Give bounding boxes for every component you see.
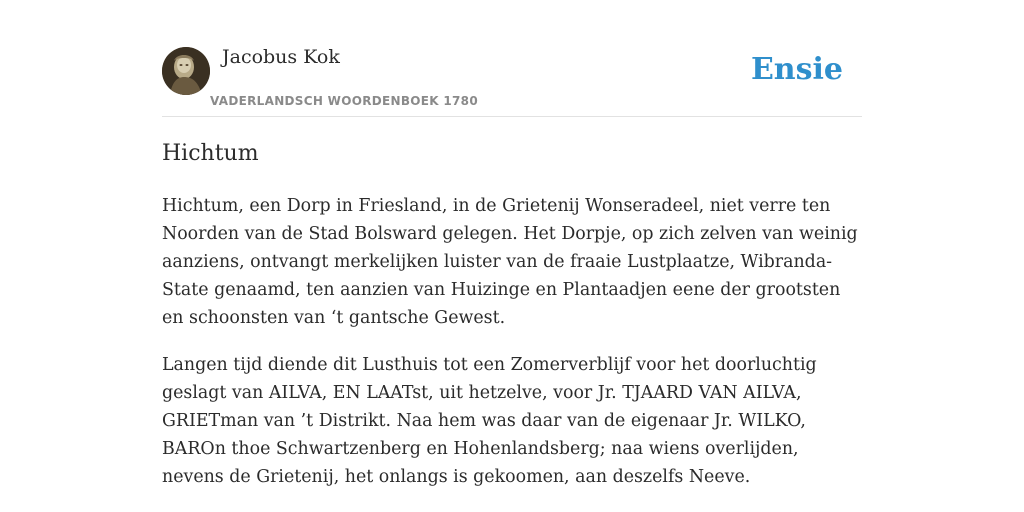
- brand-logo[interactable]: Ensie: [750, 52, 843, 87]
- entry-title: Hichtum: [162, 141, 259, 166]
- page-header: [162, 0, 862, 117]
- author-name[interactable]: Jacobus Kok: [222, 46, 340, 68]
- entry-paragraph: Langen tijd diende dit Lusthuis tot een Zomerverblijf voor het doorluchtig geslagt van AILVA, EN LAATst, uit hetzelve, voor Jr. TJAARD VAN AILVA, GRIETman van ’t Distrikt. Naa hem was daar van de eigenaar Jr. WILKO, BAROn thoe Schwartzenberg en Hohenlandsberg; naa wiens overlijden, nevens de Grietenij, het onlangs is gekoomen, aan deszelfs Neeve.: [162, 355, 817, 487]
- portrait-image: [162, 47, 210, 95]
- source-label[interactable]: VADERLANDSCH WOORDENBOEK 1780: [210, 94, 478, 108]
- author-avatar[interactable]: [162, 47, 210, 95]
- entry-paragraph: Hichtum, een Dorp in Friesland, in de Grietenij Wonseradeel, niet verre ten Noorden van de Stad Bolsward gelegen. Het Dorpje, op zich zelven van weinig aanziens, ontvangt merkelijken luister van de fraaie Lustplaatze, Wibranda-State genaamd, ten aanzien van Huizinge en Plantaadjen eene der grootsten en schoonsten van ‘t gantsche Gewest.: [162, 196, 858, 328]
- entry-content: [162, 192, 864, 510]
